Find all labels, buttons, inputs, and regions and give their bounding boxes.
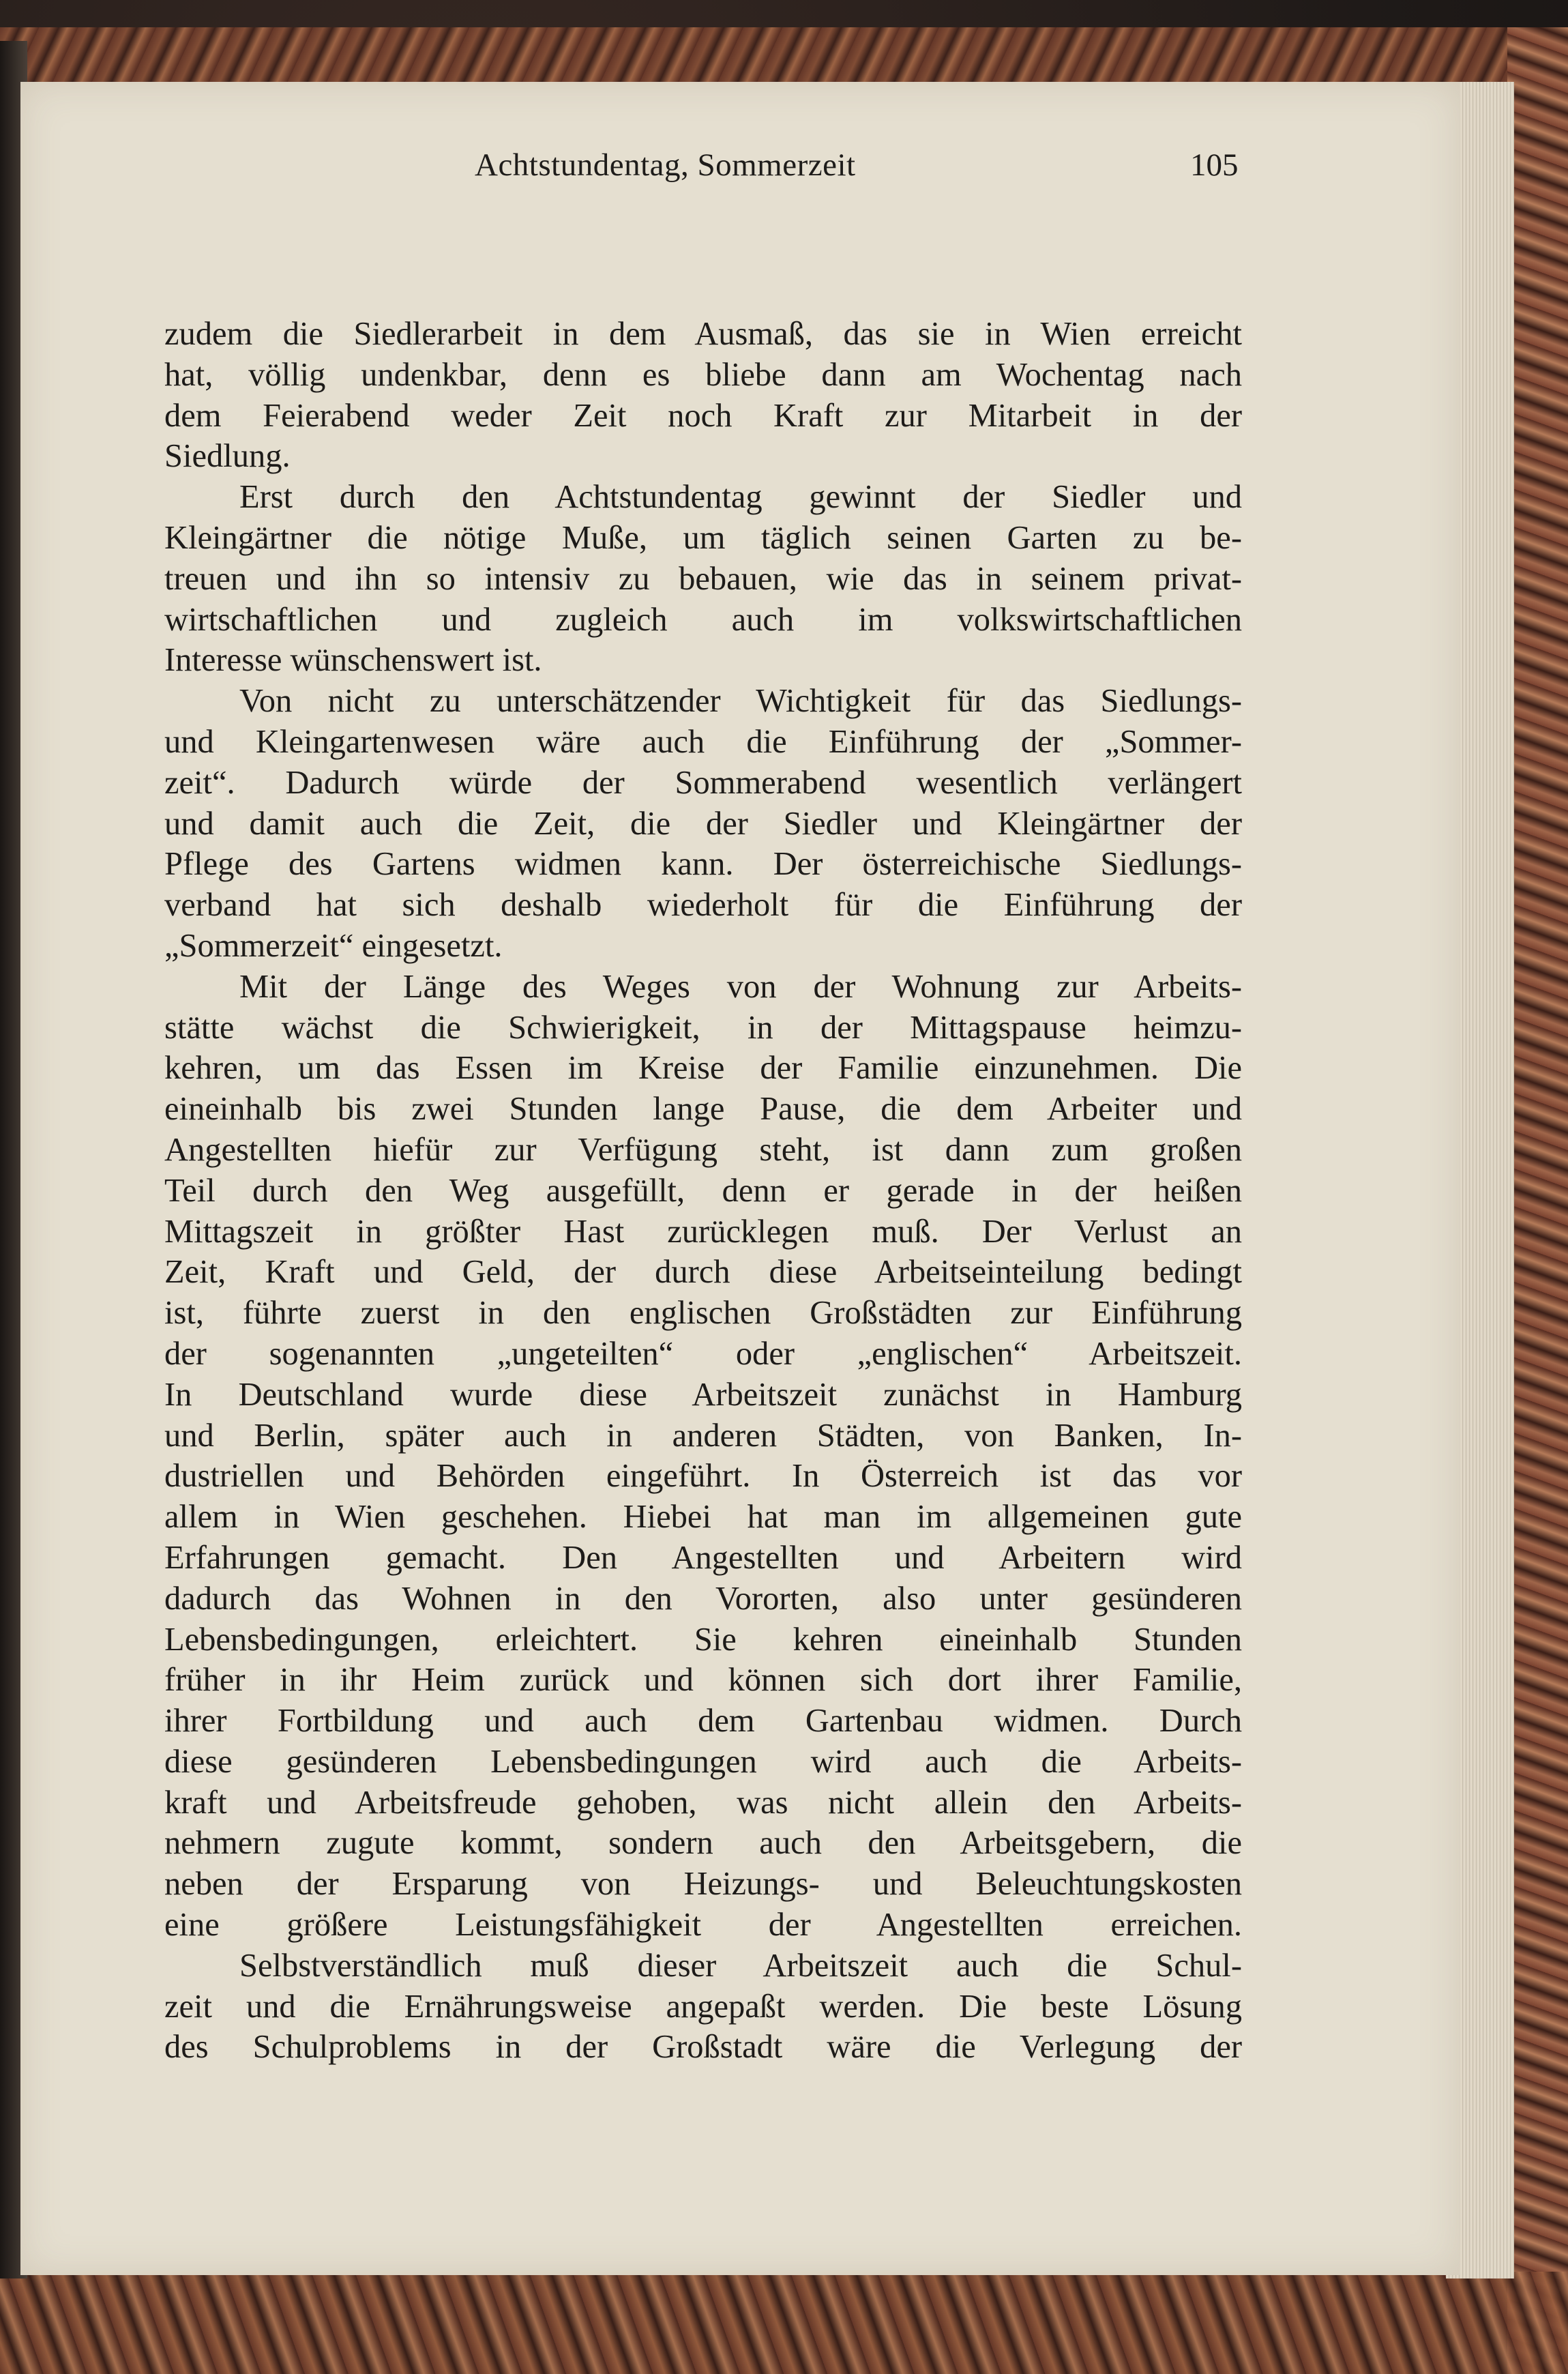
text-line: Mit der Länge des Weges von der Wohnung zur Arbeits- — [239, 968, 1242, 1005]
text-line: Mittagszeit in größter Hast zurücklegen muß. Der Verlust an — [164, 1213, 1242, 1250]
text-line: des Schulproblems in der Großstadt wäre die Verlegung der — [164, 2029, 1242, 2066]
text-line: dadurch das Wohnen in den Vororten, also unter gesünderen — [164, 1580, 1242, 1617]
text-line: und Kleingartenwesen wäre auch die Einführung der „Sommer- — [164, 723, 1242, 760]
text-line: ist, führte zuerst in den englischen Großstädten zur Einführung — [164, 1295, 1242, 1332]
text-line: allem in Wien geschehen. Hiebei hat man im allgemeinen gute — [164, 1499, 1242, 1536]
text-line: zudem die Siedlerarbeit in dem Ausmaß, das sie in Wien erreicht — [164, 316, 1242, 352]
text-line: hat, völlig undenkbar, denn es bliebe dann am Wochentag nach — [164, 356, 1242, 393]
text-line: Von nicht zu unterschätzender Wichtigkeit für das Siedlungs- — [239, 683, 1242, 720]
text-line: kehren, um das Essen im Kreise der Familie einzunehmen. Die — [164, 1050, 1242, 1087]
text-line: Angestellten hiefür zur Verfügung steht, ist dann zum großen — [164, 1131, 1242, 1168]
text-line: eine größere Leistungsfähigkeit der Angestellten erreichen. — [164, 1907, 1242, 1944]
text-line: verband hat sich deshalb wiederholt für die Einführung der — [164, 887, 1242, 924]
text-line: Teil durch den Weg ausgefüllt, denn er gerade in der heißen — [164, 1172, 1242, 1209]
text-line: dem Feierabend weder Zeit noch Kraft zur Mitarbeit in der — [164, 397, 1242, 434]
text-line: „Sommerzeit“ eingesetzt. — [164, 927, 503, 964]
text-line: und damit auch die Zeit, die der Siedler und Kleingärtner der — [164, 805, 1242, 842]
text-line: Kleingärtner die nötige Muße, um täglich seinen Garten zu be- — [164, 519, 1242, 556]
text-line: stätte wächst die Schwierigkeit, in der Mittagspause heimzu- — [164, 1009, 1242, 1046]
text-line: Siedlung. — [164, 438, 291, 475]
text-line: ihrer Fortbildung und auch dem Gartenbau widmen. Durch — [164, 1703, 1242, 1740]
text-line: zeit und die Ernährungsweise angepaßt werden. Die beste Lösung — [164, 1988, 1242, 2025]
text-line: wirtschaftlichen und zugleich auch im volkswirtschaftlichen — [164, 601, 1242, 638]
text-line: Pflege des Gartens widmen kann. Der österreichische Siedlungs- — [164, 846, 1242, 883]
text-line: diese gesünderen Lebensbedingungen wird auch die Arbeits- — [164, 1743, 1242, 1780]
text-line: der sogenannten „ungeteilten“ oder „englischen“ Arbeitszeit. — [164, 1335, 1242, 1372]
text-line: nehmern zugute kommt, sondern auch den Arbeitsgebern, die — [164, 1825, 1242, 1862]
text-line: Erst durch den Achtstundentag gewinnt der Siedler und — [239, 479, 1242, 516]
text-line: und Berlin, später auch in anderen Städten, von Banken, In- — [164, 1417, 1242, 1454]
text-line: Interesse wünschenswert ist. — [164, 642, 542, 679]
page-number: 105 — [1190, 147, 1239, 183]
text-line: dustriellen und Behörden eingeführt. In Österreich ist das vor — [164, 1458, 1242, 1495]
text-line: Lebensbedingungen, erleichtert. Sie kehren eineinhalb Stunden — [164, 1621, 1242, 1658]
text-line: Erfahrungen gemacht. Den Angestellten und Arbeitern wird — [164, 1539, 1242, 1576]
text-line: eineinhalb bis zwei Stunden lange Pause, die dem Arbeiter und — [164, 1091, 1242, 1128]
text-line: treuen und ihn so intensiv zu bebauen, wie das in seinem privat- — [164, 560, 1242, 597]
text-line: Selbstverständlich muß dieser Arbeitszeit auch die Schul- — [239, 1947, 1242, 1984]
running-head — [0, 147, 1568, 194]
marbled-book-edge-right — [1507, 27, 1568, 2374]
text-line: neben der Ersparung von Heizungs- und Beleuchtungskosten — [164, 1866, 1242, 1903]
text-line: Zeit, Kraft und Geld, der durch diese Arbeitseinteilung bedingt — [164, 1254, 1242, 1291]
running-title: Achtstundentag, Sommerzeit — [475, 147, 856, 183]
marbled-book-edge-bottom — [0, 2272, 1568, 2374]
text-line: In Deutschland wurde diese Arbeitszeit zunächst in Hamburg — [164, 1376, 1242, 1413]
text-line: zeit“. Dadurch würde der Sommerabend wesentlich verlängert — [164, 764, 1242, 801]
text-line: früher in ihr Heim zurück und können sich dort ihrer Familie, — [164, 1662, 1242, 1699]
body-text — [164, 314, 1242, 2068]
text-line: kraft und Arbeitsfreude gehoben, was nicht allein den Arbeits- — [164, 1784, 1242, 1821]
